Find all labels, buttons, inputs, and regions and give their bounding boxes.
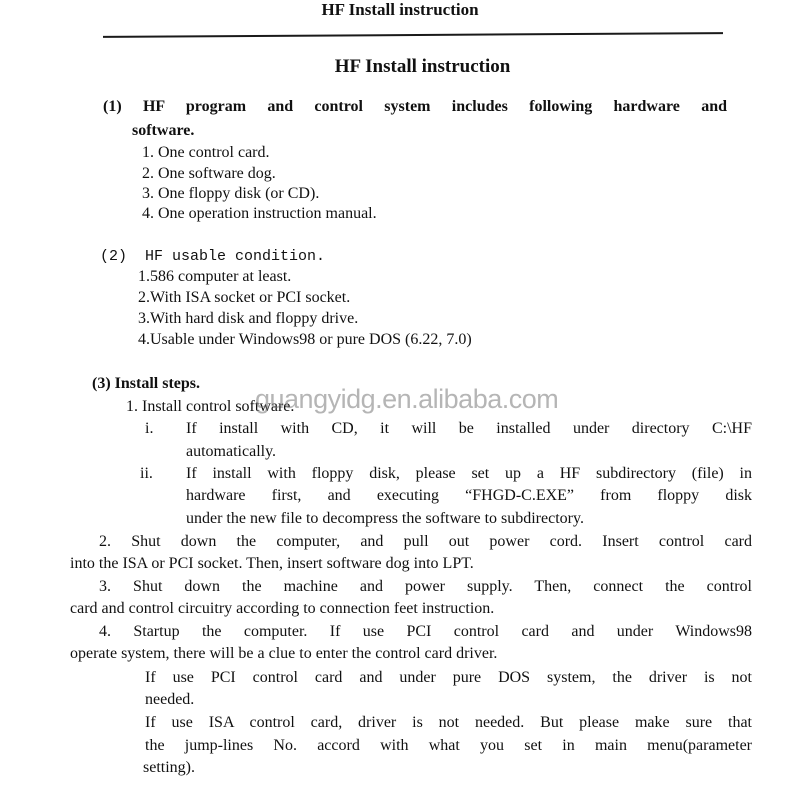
sub-ii-line1: If install with floppy disk, please set up a HF subdirectory (file) in — [186, 465, 752, 482]
sub-ii-marker: ii. — [140, 465, 153, 482]
step4-line1: 4. Startup the computer. If use PCI control card and under Windows98 — [99, 623, 752, 640]
section1-item: 2. One software dog. — [142, 165, 276, 182]
section2-item: 3.With hard disk and floppy drive. — [138, 310, 359, 327]
section3-heading: (3) Install steps. — [92, 375, 201, 392]
sub-ii-line2: hardware first, and executing “FHGD-C.EXE” from floppy disk — [186, 487, 752, 504]
note2-line3: setting). — [143, 759, 195, 776]
section2-item: 1.586 computer at least. — [138, 268, 292, 285]
watermark: guangyidg.en.alibaba.com — [255, 384, 559, 414]
section1-item: 3. One floppy disk (or CD). — [142, 185, 320, 202]
note1-line1: If use PCI control card and under pure DOS system, the driver is not — [145, 669, 752, 686]
step3-line1: 3. Shut down the machine and power supply. Then, connect the control — [99, 578, 752, 595]
section2-heading: (2) HF usable condition. — [100, 248, 326, 265]
section1-heading-line2: software. — [132, 122, 195, 139]
sub-i-line1: If install with CD, it will be installed under directory C:\HF — [186, 420, 752, 437]
note2-line2: the jump-lines No. accord with what you set in main menu(parameter — [145, 737, 752, 754]
sub-ii-line3: under the new file to decompress the software to subdirectory. — [186, 510, 584, 527]
step1-label: 1. Install control software. — [126, 398, 295, 415]
header-divider — [103, 32, 723, 38]
step2-line2: into the ISA or PCI socket. Then, insert software dog into LPT. — [70, 555, 474, 572]
section1-item: 1. One control card. — [142, 144, 270, 161]
sub-i-line2: automatically. — [186, 443, 277, 460]
note2-line1: If use ISA control card, driver is not needed. But please make sure that — [145, 714, 752, 731]
header-title: HF Install instruction — [321, 0, 479, 19]
section2-item: 2.With ISA socket or PCI socket. — [138, 289, 351, 306]
section1-item: 4. One operation instruction manual. — [142, 205, 377, 222]
section2-item: 4.Usable under Windows98 or pure DOS (6.22, 7.0) — [138, 331, 472, 348]
step2-line1: 2. Shut down the computer, and pull out power cord. Insert control card — [99, 533, 752, 550]
step3-line2: card and control circuitry according to connection feet instruction. — [70, 600, 495, 617]
page-title: HF Install instruction — [334, 56, 511, 77]
step4-line2: operate system, there will be a clue to enter the control card driver. — [70, 645, 498, 662]
sub-i-marker: i. — [145, 420, 154, 437]
section1-heading-line1: (1) HF program and control system includes following hardware and — [103, 98, 727, 115]
note1-line2: needed. — [145, 691, 195, 708]
